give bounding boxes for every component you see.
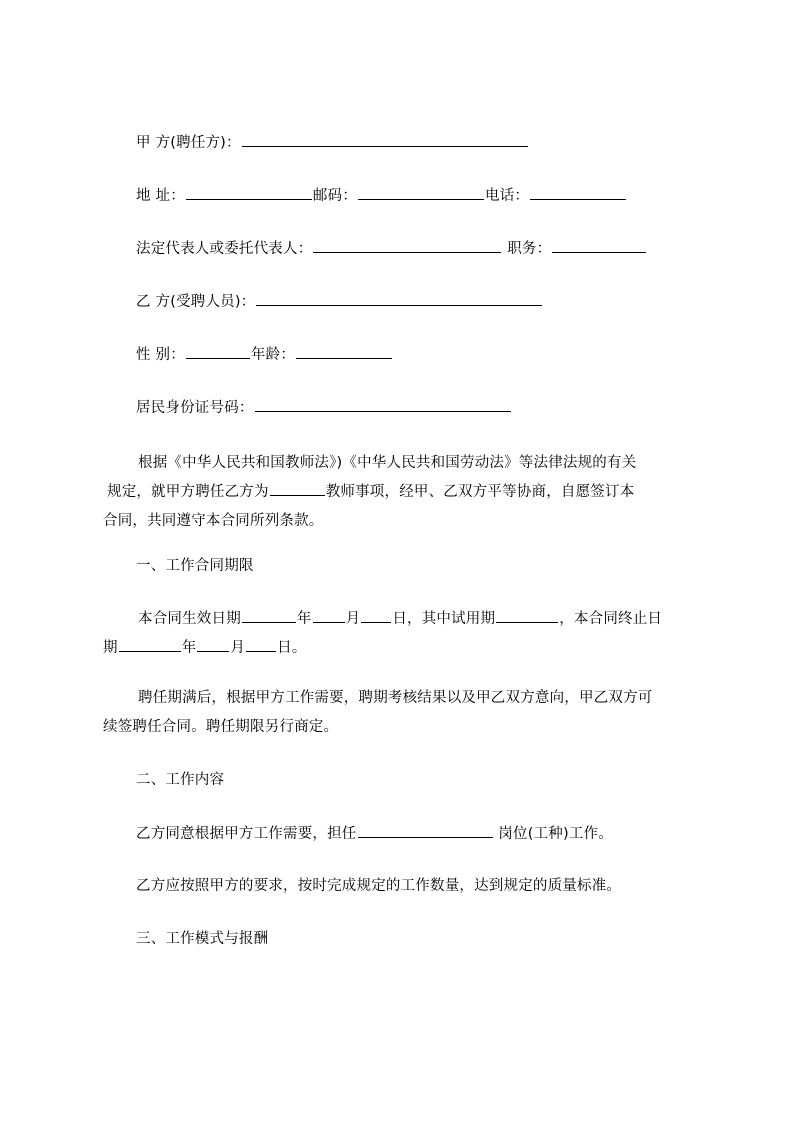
end-month-label: 月 — [230, 640, 246, 656]
end-year-label: 年 — [181, 640, 197, 656]
phone-blank[interactable] — [530, 185, 626, 200]
start-day-blank[interactable] — [361, 608, 391, 623]
position-blank[interactable] — [552, 238, 646, 253]
id-label: 居民身份证号码： — [136, 400, 254, 416]
id-blank[interactable] — [255, 397, 511, 412]
section-2-heading: 二、工作内容 — [136, 772, 225, 788]
job-position-suffix: 岗位(工种)工作。 — [493, 826, 613, 842]
term-line-1 — [103, 605, 703, 634]
term-paragraph — [103, 605, 703, 663]
legal-rep-line — [136, 238, 647, 259]
start-year-blank[interactable] — [242, 608, 296, 623]
postcode-label: 邮码： — [312, 188, 358, 204]
duty-label: 乙方同意根据甲方工作需要，担任 — [136, 826, 357, 842]
party-a-label: 甲 方(聘任方)： — [136, 135, 241, 151]
end-month-blank[interactable] — [197, 637, 229, 652]
intro-line-3: 合同，共同遵守本合同所列条款。 — [103, 513, 324, 529]
probation-label: 日，其中试用期 — [392, 611, 496, 627]
address-label: 地 址： — [136, 188, 185, 204]
term-end-label: ，本合同终止日 — [559, 611, 663, 627]
start-month-blank[interactable] — [313, 608, 345, 623]
renewal-line-2: 续签聘任合同。聘任期限另行商定。 — [103, 719, 339, 735]
renewal-line-1: 聘任期满后，根据甲方工作需要，聘期考核结果以及甲乙双方意向，甲乙双方可 — [138, 690, 653, 706]
section-3-heading: 三、工作模式与报酬 — [136, 931, 269, 947]
intro-paragraph — [103, 449, 703, 536]
gender-age-line — [136, 344, 393, 365]
intro-line-2a: 规定，就甲方聘任乙方为 — [107, 484, 269, 500]
id-line — [136, 397, 512, 418]
gender-blank[interactable] — [186, 344, 250, 359]
job-position-blank[interactable] — [358, 823, 493, 838]
address-line — [136, 185, 627, 206]
start-year-label: 年 — [296, 611, 312, 627]
position-label: 职务： — [507, 241, 552, 257]
duty-line — [136, 823, 613, 844]
intro-line-2 — [103, 478, 703, 507]
party-a-line — [136, 132, 529, 153]
intro-line-1: 根据《中华人民共和国教师法》)《中华人民共和国劳动法》等法律法规的有关 — [138, 455, 637, 471]
quality-line: 乙方应按照甲方的要求，按时完成规定的工作数量，达到规定的质量标准。 — [136, 878, 622, 894]
end-year-blank[interactable] — [119, 637, 181, 652]
phone-label: 电话： — [485, 188, 530, 204]
renewal-paragraph — [103, 684, 703, 742]
age-label: 年龄： — [250, 347, 296, 363]
teacher-subject-blank[interactable] — [270, 481, 325, 496]
legal-rep-label: 法定代表人或委托代表人： — [136, 241, 313, 257]
age-blank[interactable] — [296, 344, 392, 359]
term-line-2 — [103, 634, 703, 663]
term-start-label: 本合同生效日期 — [138, 611, 241, 627]
address-blank[interactable] — [186, 185, 312, 200]
party-b-blank[interactable] — [256, 291, 542, 306]
end-day-label: 日。 — [277, 640, 307, 656]
start-month-label: 月 — [345, 611, 361, 627]
legal-rep-blank[interactable] — [313, 238, 501, 253]
party-b-label: 乙 方(受聘人员)： — [136, 294, 256, 310]
term-end-suffix: 期 — [103, 640, 118, 656]
party-b-line — [136, 291, 543, 312]
probation-blank[interactable] — [496, 608, 558, 623]
end-day-blank[interactable] — [246, 637, 276, 652]
postcode-blank[interactable] — [358, 185, 484, 200]
gender-label: 性 别： — [136, 347, 185, 363]
section-1-heading: 一、工作合同期限 — [136, 558, 254, 574]
intro-line-2b: 教师事项，经甲、乙双方平等协商，自愿签订本 — [325, 484, 635, 500]
party-a-blank[interactable] — [242, 132, 528, 147]
